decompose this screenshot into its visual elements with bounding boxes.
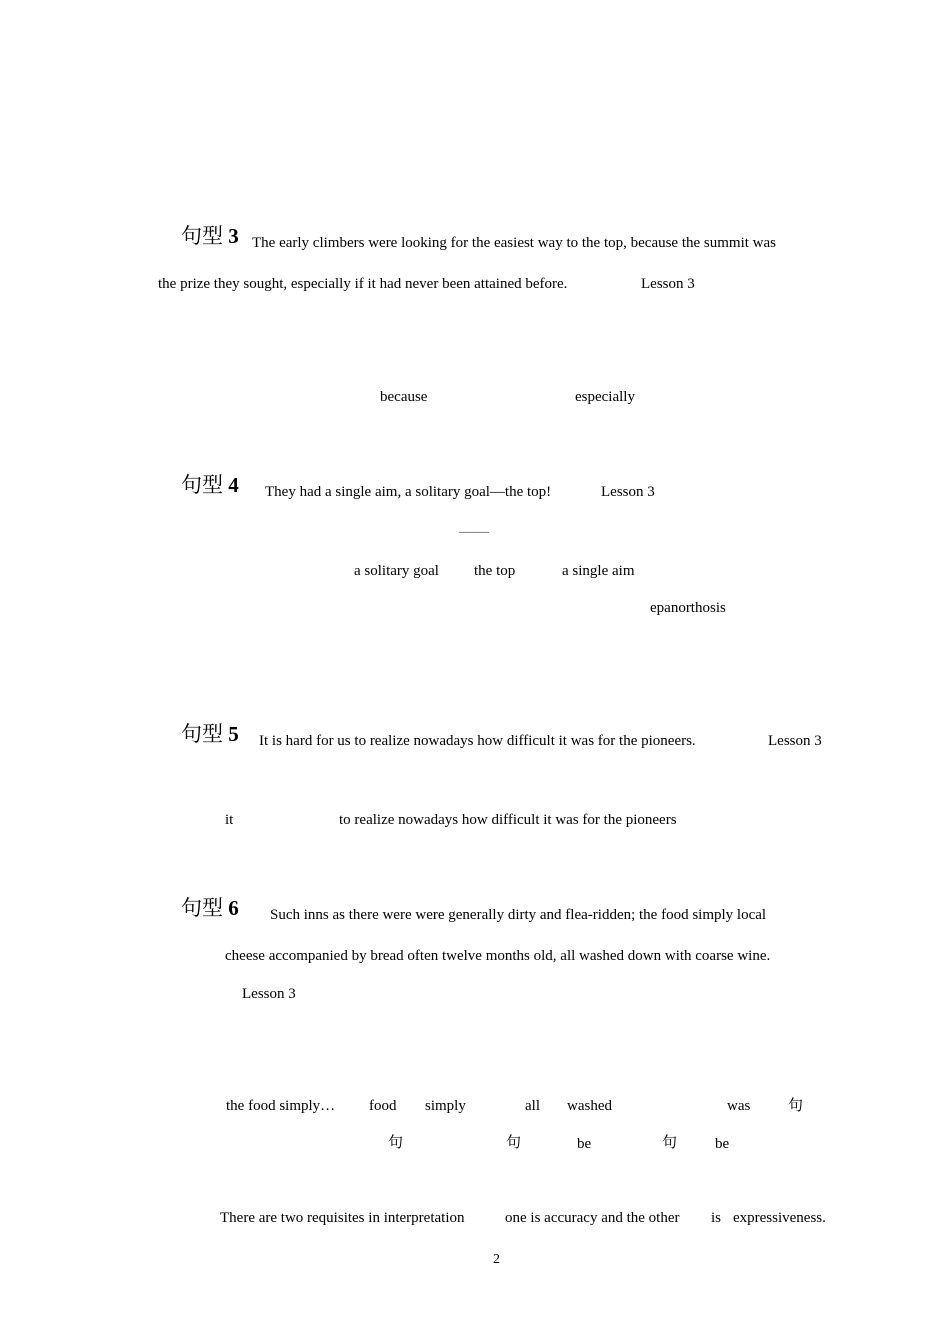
pattern-3-line2: the prize they sought, especially if it had never been attained before. xyxy=(158,276,568,292)
pattern-4-dash: —— xyxy=(459,524,489,540)
pattern-6-note-word: was xyxy=(727,1098,751,1114)
example-part-2: one is accuracy and the other xyxy=(505,1210,680,1226)
pattern-3-note-word: especially xyxy=(575,389,635,405)
example-part-3: is xyxy=(711,1210,722,1226)
pattern-6-note-word: 句 xyxy=(788,1096,804,1114)
page-number: 2 xyxy=(493,1252,500,1267)
pattern-6-note-word: simply xyxy=(425,1098,466,1114)
pattern-6-line1: Such inns as there were were generally dirty and flea-ridden; the food simply local xyxy=(270,907,767,923)
pattern-3-heading xyxy=(181,224,239,248)
example-part-4: expressiveness. xyxy=(733,1210,826,1226)
pattern-5-sentence: It is hard for us to realize nowadays how difficult it was for the pioneers. xyxy=(259,733,696,749)
pattern-6-note-word: be xyxy=(715,1136,730,1152)
heading-number: 6 xyxy=(228,896,239,920)
pattern-3-lesson: Lesson 3 xyxy=(641,276,695,292)
pattern-6-line2: cheese accompanied by bread often twelve months old, all washed down with coarse wine. xyxy=(225,948,771,964)
pattern-4-sentence: They had a single aim, a solitary goal—the top! xyxy=(265,484,552,500)
example-part-1: There are two requisites in interpretation xyxy=(220,1210,465,1226)
pattern-4-heading xyxy=(181,473,239,497)
heading-prefix: 句型 xyxy=(181,896,223,920)
pattern-5-note-word: it xyxy=(225,812,234,828)
pattern-5-heading xyxy=(181,722,239,746)
pattern-6-note-word: 句 xyxy=(506,1133,522,1151)
pattern-6-note-word: be xyxy=(577,1136,592,1152)
pattern-4-note-word: a single aim xyxy=(562,563,635,579)
pattern-4-note-word: a solitary goal xyxy=(354,563,439,579)
heading-number: 5 xyxy=(228,722,239,746)
pattern-6-lesson: Lesson 3 xyxy=(242,986,296,1002)
pattern-6-note-word: the food simply… xyxy=(226,1098,336,1114)
pattern-6-note-word: food xyxy=(369,1098,397,1114)
pattern-5-lesson: Lesson 3 xyxy=(768,733,822,749)
pattern-3-note-word: because xyxy=(380,389,428,405)
pattern-4-lesson: Lesson 3 xyxy=(601,484,655,500)
heading-prefix: 句型 xyxy=(181,722,223,746)
heading-prefix: 句型 xyxy=(181,224,223,248)
pattern-5-note-word: to realize nowadays how difficult it was for the pioneers xyxy=(339,812,677,828)
pattern-6-note-word: 句 xyxy=(662,1133,678,1151)
pattern-6-note-word: all xyxy=(525,1098,540,1114)
pattern-4-note-word: the top xyxy=(474,563,516,579)
pattern-4-note-word: epanorthosis xyxy=(650,600,726,616)
pattern-6-heading xyxy=(181,896,239,920)
pattern-6-note-word: washed xyxy=(567,1098,612,1114)
pattern-6-note-word: 句 xyxy=(388,1133,404,1151)
heading-prefix: 句型 xyxy=(181,473,223,497)
pattern-3-line1: The early climbers were looking for the easiest way to the top, because the summit was xyxy=(252,235,777,251)
heading-number: 3 xyxy=(228,224,239,248)
heading-number: 4 xyxy=(228,473,239,497)
